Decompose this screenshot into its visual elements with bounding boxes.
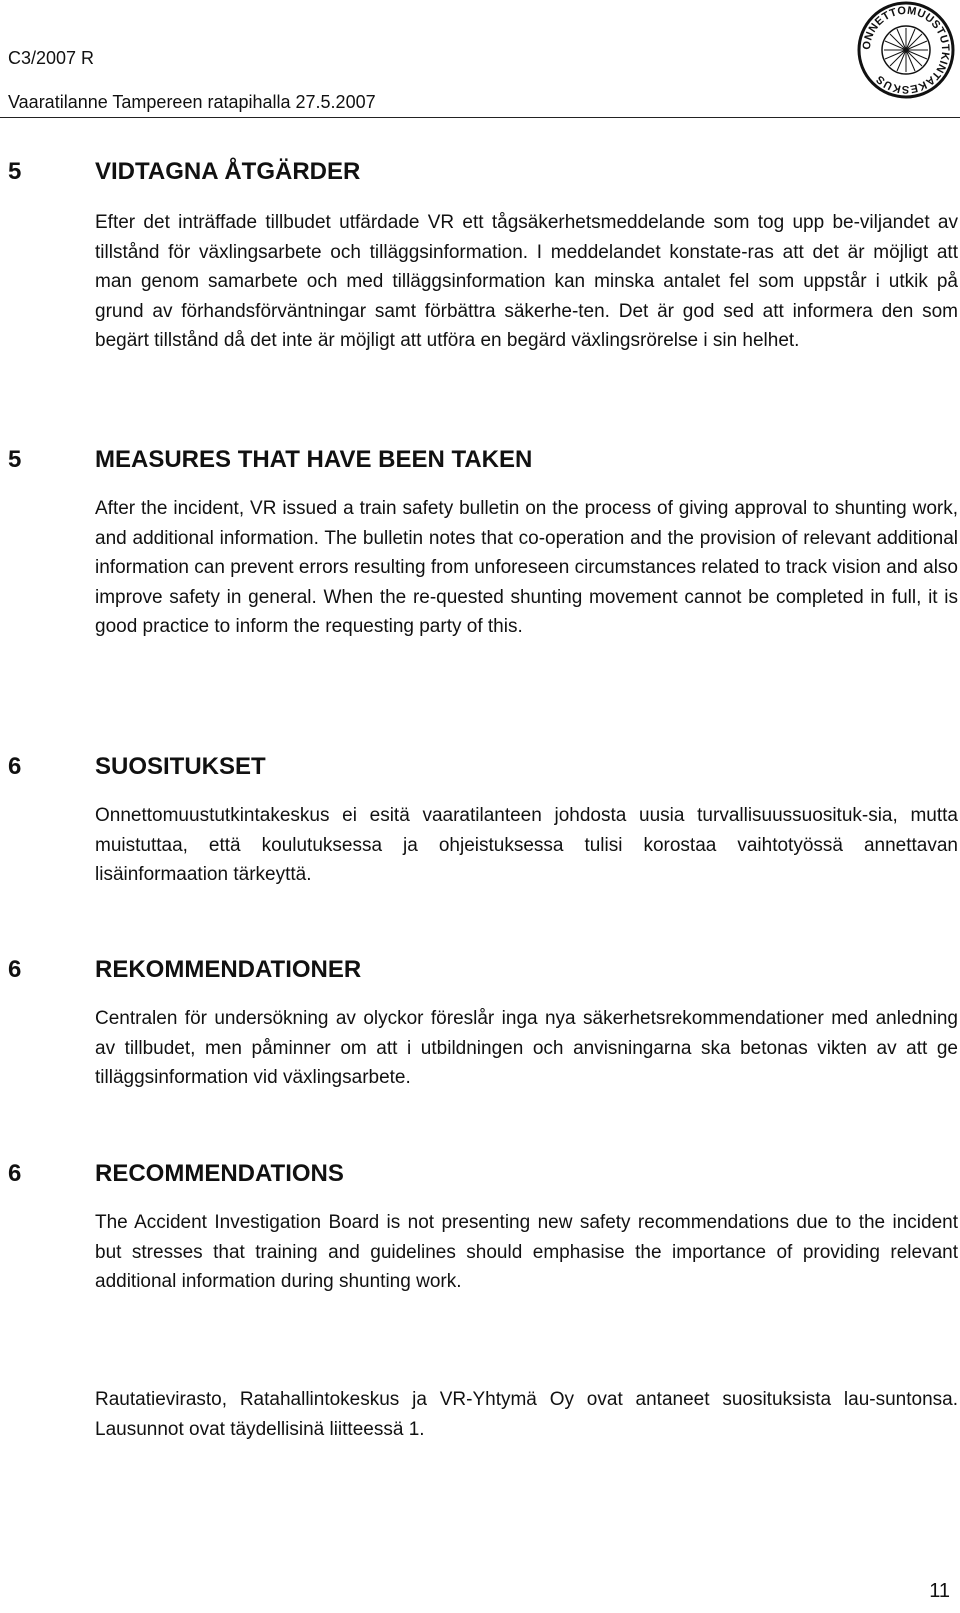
section-recommendations (0, 1160, 960, 1297)
section-paragraph: The Accident Investigation Board is not presenting new safety recommendations due to the incident but stresses that training and guidelines should emphasise the importance of providing relevant additional information during shunting work. (95, 1212, 958, 1292)
section-vidtagna-atgarder (0, 158, 960, 356)
section-title: MEASURES THAT HAVE BEEN TAKEN (95, 446, 533, 473)
section-measures-taken (0, 446, 960, 642)
section-title: RECOMMENDATIONS (95, 1160, 344, 1187)
logo-text: ONNETTOMUUSTUTKINTAKESKUS (860, 4, 952, 96)
section-paragraph: After the incident, VR issued a train safety bulletin on the process of giving approval to shunting work, and additional information. The bulletin notes that co-operation and the provision of relevant additional information can prevent errors resulting from unforeseen circumstances related to track vision and also improve safety in general. When the re-quested shunting movement cannot be completed in full, it is good practice to inform the requesting party of this. (95, 498, 958, 637)
report-code: C3/2007 R (8, 48, 95, 68)
header-divider (0, 117, 960, 118)
section-title: VIDTAGNA ÅTGÄRDER (95, 158, 361, 185)
section-number: 6 (8, 956, 22, 983)
section-number: 6 (8, 1160, 22, 1187)
section-number: 6 (8, 753, 22, 780)
section-suositukset (0, 753, 960, 890)
section-paragraph: Centralen för undersökning av olyckor föreslår inga nya säkerhetsrekommendationer med anledning av tillbudet, men påminner om att i utbildningen och anvisningarna ska betonas vikten av att ge tilläggsinformation vid växlingsarbete. (95, 1008, 958, 1088)
section-heading (0, 446, 960, 476)
section-paragraph: Onnettomuustutkintakeskus ei esitä vaaratilanteen johdosta uusia turvallisuussuosituk-sia, mutta muistuttaa, että koulutuksessa ja ohjeistuksessa tulisi korostaa vaihtotyössä annettavan lisäinformaation tärkeyttä. (95, 805, 958, 885)
page-number: 11 (929, 1580, 950, 1602)
section-heading (0, 1160, 960, 1190)
section-number: 5 (8, 158, 22, 185)
section-title: REKOMMENDATIONER (95, 956, 362, 983)
accident-investigation-board-logo (856, 0, 956, 100)
section-number: 5 (8, 446, 22, 473)
closing-paragraph: Rautatievirasto, Ratahallintokeskus ja VR-Yhtymä Oy ovat antaneet suosituksista lau-suntonsa. Lausunnot ovat täydellisinä liitteessä 1. (95, 1389, 958, 1440)
report-title: Vaaratilanne Tampereen ratapihalla 27.5.2007 (8, 92, 376, 112)
section-paragraph: Efter det inträffade tillbudet utfärdade VR ett tågsäkerhetsmeddelande som tog upp be-viljandet av tillstånd för växlingsarbete och tilläggsinformation. I meddelandet konstate-ras att det är möjligt att man genom samarbete och med tilläggsinformation kan minska antalet fel som uppstår i utkik på grund av förhandsförväntningar samt förbättra säkerhe-ten. Det är god sed att informera den som begärt tillstånd då det inte är möjligt att utföra en begärd växlingsrörelse i sin helhet. (95, 212, 958, 351)
section-heading (0, 753, 960, 783)
section-heading (0, 956, 960, 986)
page-header (0, 0, 960, 118)
section-rekommendationer (0, 956, 960, 1093)
closing-section (0, 1385, 960, 1444)
section-title: SUOSITUKSET (95, 753, 266, 780)
section-heading (0, 158, 960, 188)
